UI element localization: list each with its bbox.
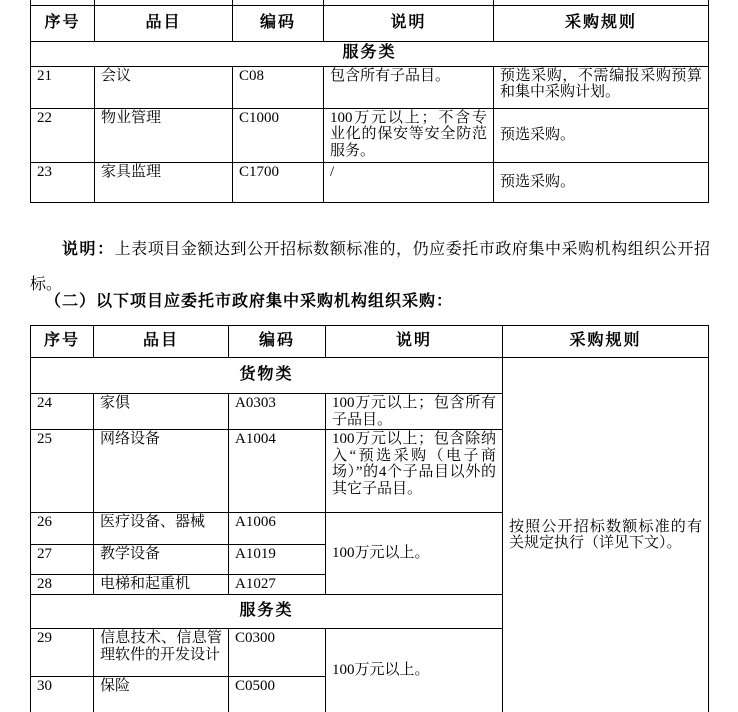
header-desc: 说明 <box>326 326 503 358</box>
cell-seq: 26 <box>31 513 94 545</box>
cell-code: C0500 <box>229 677 326 712</box>
header-item: 品目 <box>94 326 229 358</box>
cell-rule: 预选采购，不需编报采购预算和集中采购计划。 <box>494 66 709 108</box>
cell-code: A1006 <box>229 513 326 545</box>
table-row <box>31 108 709 162</box>
cell-seq: 23 <box>31 162 95 202</box>
cell-seq: 28 <box>31 575 94 595</box>
cell-item: 家具监理 <box>95 162 233 202</box>
table-row <box>31 162 709 202</box>
cell-seq: 22 <box>31 108 95 162</box>
cell-rule: 预选采购。 <box>494 108 709 162</box>
cell-desc: / <box>324 162 494 202</box>
cell-code: A1019 <box>229 545 326 575</box>
cell-item: 保险 <box>94 677 229 712</box>
header-rule: 采购规则 <box>494 5 709 41</box>
header-seq: 序号 <box>31 5 95 41</box>
cell-code: A0303 <box>229 394 326 430</box>
cell-code: A1004 <box>229 430 326 513</box>
cell-desc-merged-service: 100万元以上。 <box>326 629 503 712</box>
cell-seq: 27 <box>31 545 94 575</box>
section-heading: （二）以下项目应委托市政府集中采购机构组织采购： <box>45 293 454 310</box>
table-header-row <box>31 326 709 358</box>
cell-item: 教学设备 <box>94 545 229 575</box>
category-cell-goods: 货物类 <box>31 358 503 394</box>
cell-item: 医疗设备、器械 <box>94 513 229 545</box>
cell-desc: 100万元以上；包含所有子品目。 <box>326 394 503 430</box>
cell-item: 信息技术、信息管理软件的开发设计 <box>94 629 229 677</box>
table-centralized-procurement <box>30 325 709 712</box>
cell-code: C08 <box>233 66 324 108</box>
note-label: 说明： <box>62 241 115 258</box>
header-desc: 说明 <box>324 5 494 41</box>
table-preselect-procurement <box>30 0 709 203</box>
header-seq: 序号 <box>31 326 94 358</box>
cell-seq: 25 <box>31 430 94 513</box>
cell-code: A1027 <box>229 575 326 595</box>
header-code: 编码 <box>233 5 324 41</box>
cell-item: 物业管理 <box>95 108 233 162</box>
header-code: 编码 <box>229 326 326 358</box>
cell-desc: 100万元以上；不含专业化的保安等安全防范服务。 <box>324 108 494 162</box>
cell-code: C1000 <box>233 108 324 162</box>
cell-code: C1700 <box>233 162 324 202</box>
category-cell-service: 服务类 <box>31 595 503 629</box>
cell-seq: 30 <box>31 677 94 712</box>
cell-desc: 100万元以上；包含除纳入“预选采购（电子商场）”的4个子品目以外的其它子品目。 <box>326 430 503 513</box>
cell-item: 电梯和起重机 <box>94 575 229 595</box>
cell-item: 网络设备 <box>94 430 229 513</box>
cell-rule-merged: 按照公开招标数额标准的有关规定执行（详见下文）。 <box>503 358 709 712</box>
cell-desc-merged-goods: 100万元以上。 <box>326 513 503 595</box>
cell-rule: 预选采购。 <box>494 162 709 202</box>
header-item: 品目 <box>95 5 233 41</box>
table-row <box>31 66 709 108</box>
cell-code: C0300 <box>229 629 326 677</box>
category-row-service <box>31 41 709 66</box>
table-header-row <box>31 5 709 41</box>
category-cell-service: 服务类 <box>31 41 709 66</box>
cell-item: 家俱 <box>94 394 229 430</box>
cell-item: 会议 <box>95 66 233 108</box>
cell-seq: 21 <box>31 66 95 108</box>
note-text: 上表项目金额达到公开招标数额标准的，仍应委托市政府集中采购机构组织公开招标。 <box>30 241 710 293</box>
header-rule: 采购规则 <box>503 326 709 358</box>
category-row-goods <box>31 358 709 394</box>
cell-desc: 包含所有子品目。 <box>324 66 494 108</box>
cell-seq: 29 <box>31 629 94 677</box>
cell-seq: 24 <box>31 394 94 430</box>
